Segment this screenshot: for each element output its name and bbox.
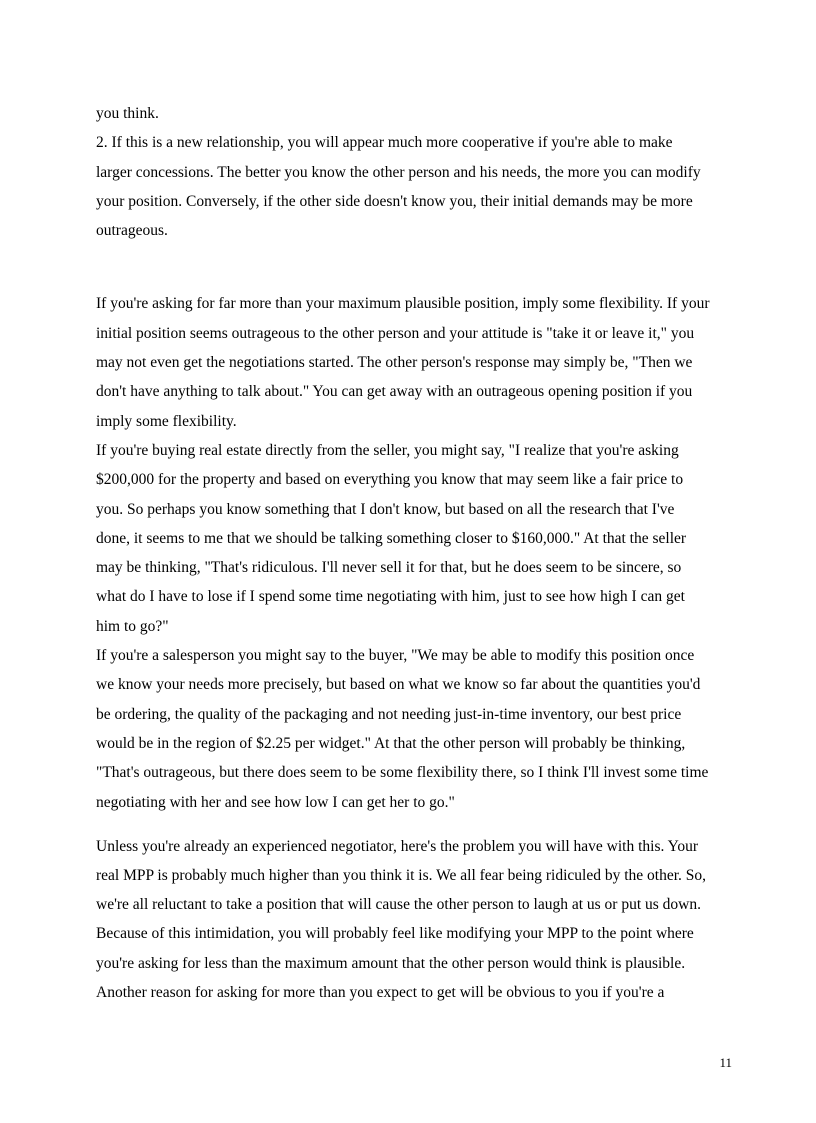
paragraph [96, 128, 746, 245]
text-line: larger concessions. The better you know the other person and his needs, the more you can modify [96, 163, 701, 181]
text-line: be ordering, the quality of the packaging and not needing just-in-time inventory, our best price [96, 705, 682, 723]
text-line: initial position seems outrageous to the other person and your attitude is "take it or leave it," you [96, 324, 695, 342]
text-line: $200,000 for the property and based on everything you know that may seem like a fair price to [96, 471, 684, 489]
paragraph [96, 641, 746, 817]
text-line: may be thinking, "That's ridiculous. I'll never sell it for that, but he does seem to be sincere, so [96, 559, 682, 577]
text-line: your position. Conversely, if the other side doesn't know you, their initial demands may be more [96, 192, 693, 210]
paragraph-spacer [96, 817, 746, 832]
text-line: we know your needs more precisely, but based on what we know so far about the quantities you'd [96, 676, 701, 694]
text-line: Because of this intimidation, you will probably feel like modifying your MPP to the point where [96, 925, 694, 943]
paragraph-spacer [96, 245, 746, 289]
text-line: we're all reluctant to take a position that will cause the other person to laugh at us or put us down. [96, 896, 701, 914]
paragraph [96, 832, 746, 1008]
text-line: Another reason for asking for more than you expect to get will be obvious to you if you're a [96, 984, 665, 1001]
text-line: you. So perhaps you know something that I don't know, but based on all the research that I've [96, 500, 675, 518]
text-line: imply some flexibility. [96, 412, 237, 430]
paragraph [96, 436, 746, 641]
page-body [96, 99, 746, 1007]
text-line: him to go?" [96, 617, 169, 635]
text-line: "That's outrageous, but there does seem to be some flexibility there, so I think I'll invest some time [96, 764, 709, 782]
text-line: you think. [96, 105, 159, 122]
text-line: real MPP is probably much higher than you think it is. We all fear being ridiculed by the other. So, [96, 866, 707, 884]
text-line: outrageous. [96, 222, 168, 240]
paragraph [96, 289, 746, 435]
text-line: Unless you're already an experienced negotiator, here's the problem you will have with this. Your [96, 837, 698, 855]
text-line: you're asking for less than the maximum amount that the other person would think is plausible. [96, 954, 686, 972]
text-line: what do I have to lose if I spend some time negotiating with him, just to see how high I can get [96, 588, 685, 606]
text-line: 2. If this is a new relationship, you will appear much more cooperative if you're able to make [96, 134, 673, 152]
text-line: negotiating with her and see how low I can get her to go." [96, 793, 455, 811]
page-number: 11 [719, 1055, 732, 1070]
text-line: may not even get the negotiations started. The other person's response may simply be, "Then we [96, 354, 693, 372]
text-line: If you're a salesperson you might say to the buyer, "We may be able to modify this position once [96, 647, 695, 665]
text-line: done, it seems to me that we should be talking something closer to $160,000." At that the seller [96, 529, 687, 547]
text-line: If you're asking for far more than your maximum plausible position, imply some flexibility. If your [96, 295, 710, 313]
paragraph [96, 99, 746, 128]
text-line: If you're buying real estate directly from the seller, you might say, "I realize that you're asking [96, 441, 679, 459]
text-line: don't have anything to talk about." You can get away with an outrageous opening position if you [96, 383, 693, 401]
text-line: would be in the region of $2.25 per widget." At that the other person will probably be thinking, [96, 734, 686, 752]
